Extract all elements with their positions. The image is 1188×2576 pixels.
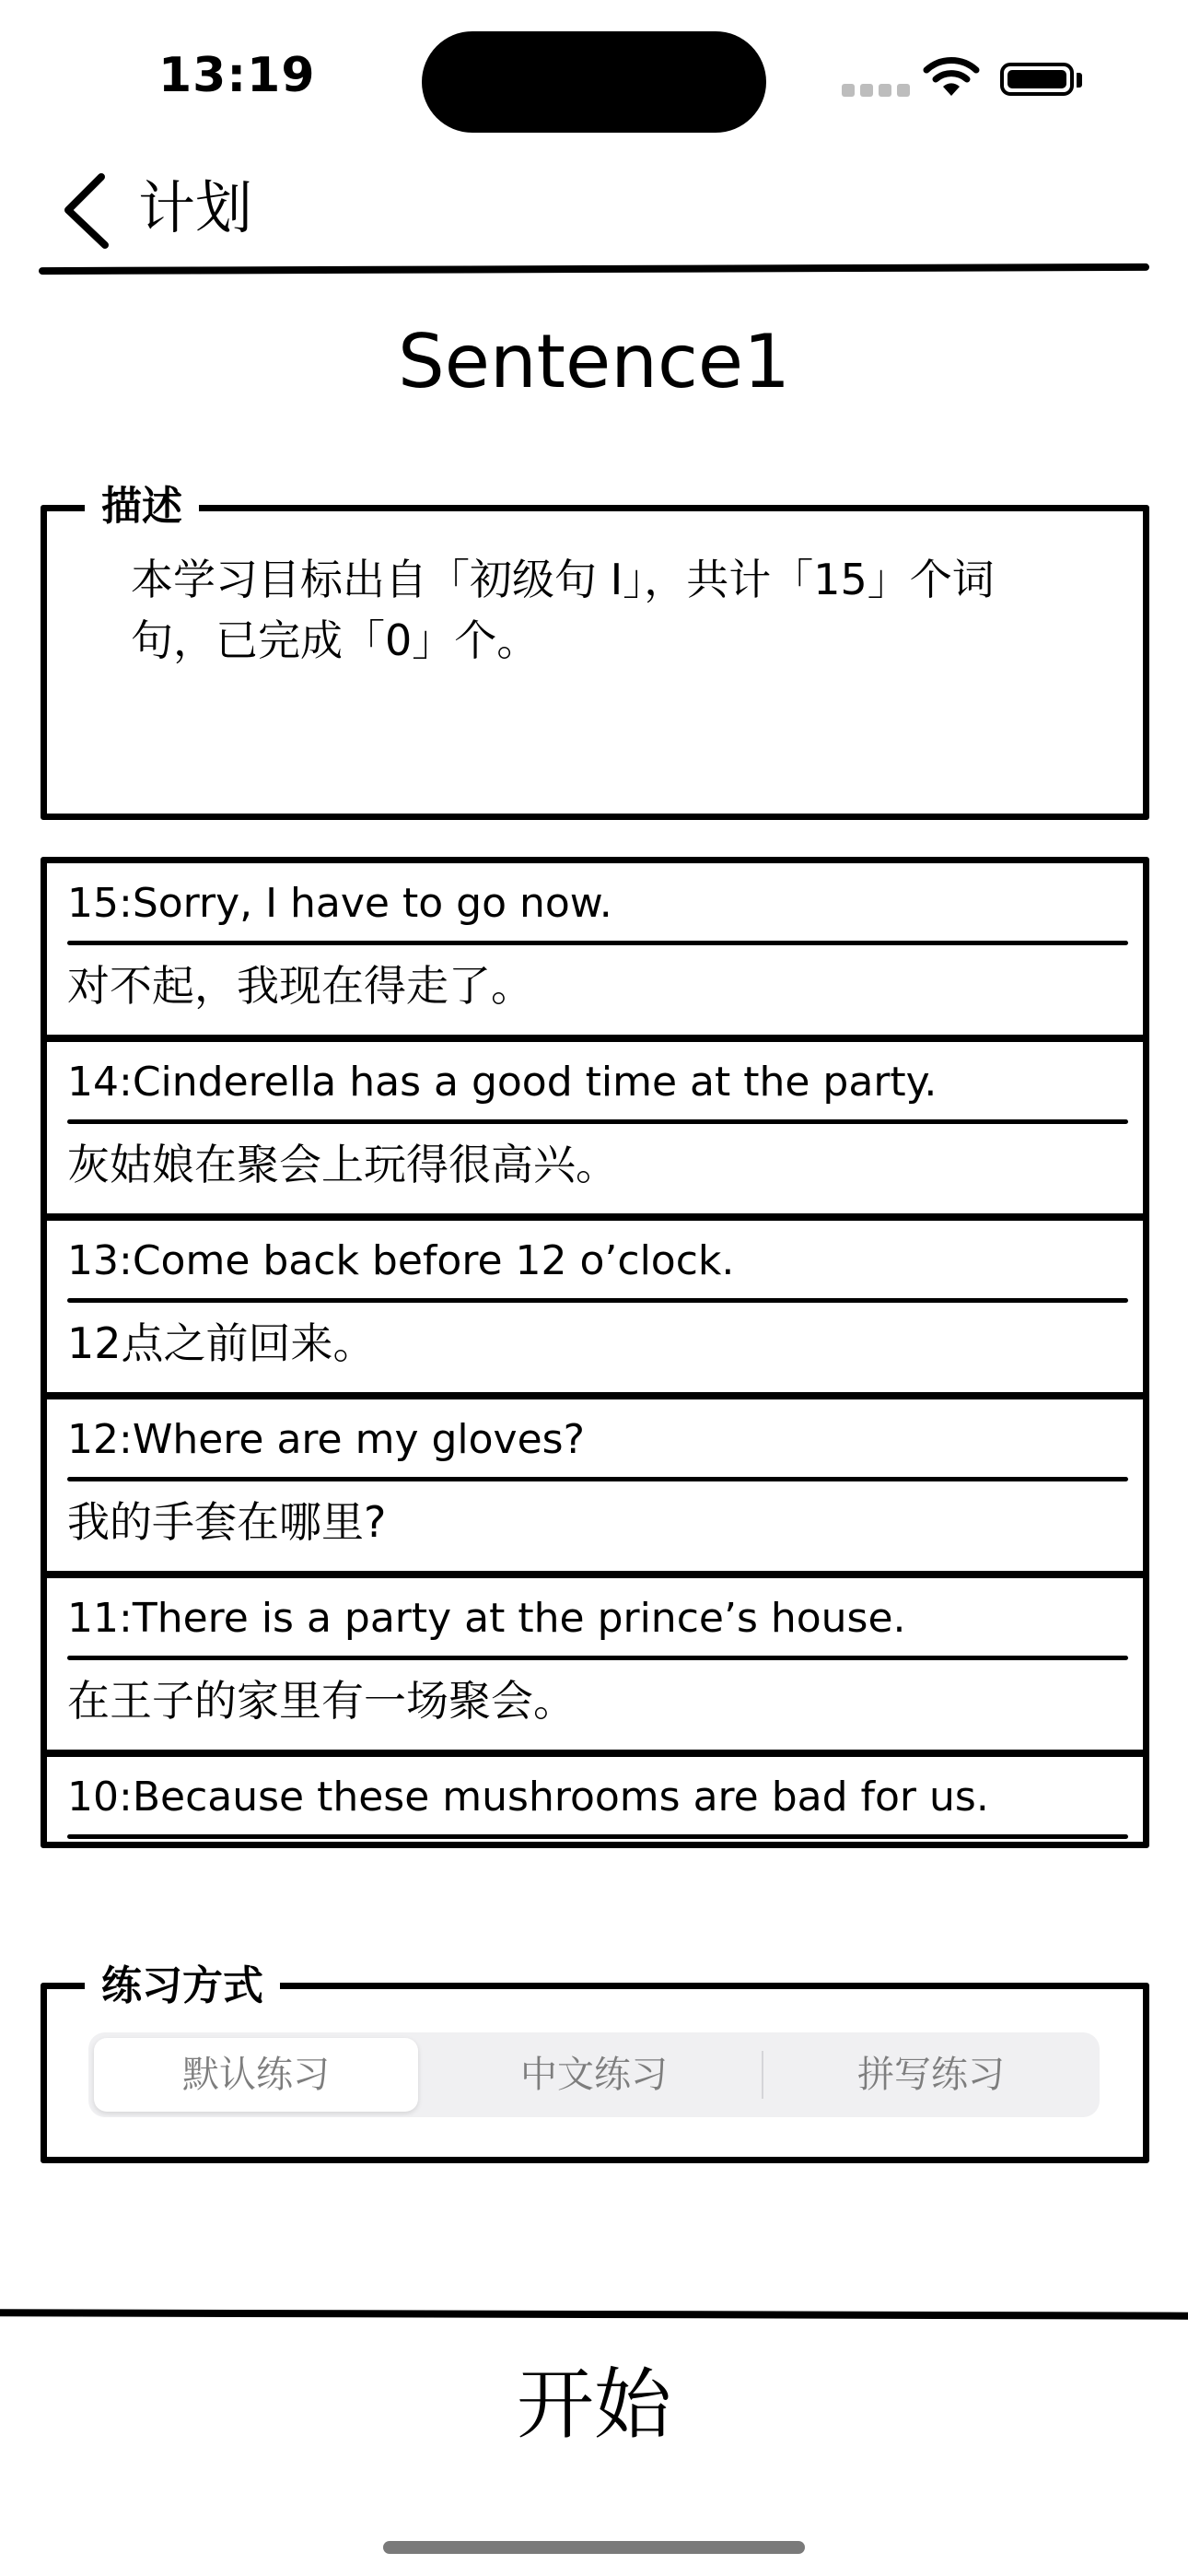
home-indicator <box>383 2541 805 2554</box>
segment-chinese-practice[interactable]: 中文练习 <box>520 2054 668 2096</box>
list-item[interactable] <box>47 1578 1143 1757</box>
sentence-english: 11:There is a party at the prince’s house. <box>67 1595 906 1642</box>
list-item[interactable] <box>47 863 1143 1042</box>
sentence-underline <box>67 1656 1128 1660</box>
practice-mode-segmented-control[interactable] <box>88 2032 1100 2117</box>
list-item[interactable] <box>47 1757 1143 1848</box>
description-legend: 描述 <box>85 481 199 533</box>
practice-mode-legend: 练习方式 <box>85 1961 280 2012</box>
sentence-underline <box>67 1119 1128 1124</box>
wifi-icon <box>923 55 980 101</box>
cellular-signal-icon <box>842 83 915 100</box>
back-button-label[interactable]: 计划 <box>138 174 253 241</box>
segment-default-practice[interactable]: 默认练习 <box>94 2038 418 2112</box>
sentence-chinese: 在王子的家里有一场聚会。 <box>67 1676 576 1726</box>
battery-tip <box>1077 73 1082 88</box>
list-item[interactable] <box>47 1221 1143 1399</box>
nav-divider <box>39 263 1149 275</box>
sentence-chinese: 我的手套在哪里? <box>67 1497 387 1547</box>
sentence-underline <box>67 941 1128 945</box>
list-item[interactable] <box>47 1399 1143 1578</box>
battery-icon <box>1000 63 1074 96</box>
dynamic-island <box>422 31 766 133</box>
page-title: Sentence1 <box>397 319 791 404</box>
sentence-english: 15:Sorry, I have to go now. <box>67 880 612 927</box>
status-time: 13:19 <box>158 48 316 103</box>
sentence-chinese: 灰姑娘在聚会上玩得很高兴。 <box>67 1140 618 1189</box>
description-text: 本学习目标出自「初级句 I」，共计「15」个词句，已完成「0」个。 <box>131 555 995 665</box>
sentence-english: 13:Come back before 12 o’clock. <box>67 1237 735 1284</box>
chevron-left-icon[interactable] <box>59 171 112 252</box>
list-item[interactable] <box>47 1042 1143 1221</box>
sentence-english: 10:Because these mushrooms are bad for us. <box>67 1774 989 1821</box>
sentence-chinese: 12点之前回来。 <box>67 1318 376 1368</box>
start-button[interactable]: 开始 <box>516 2359 671 2450</box>
segment-spelling-practice[interactable]: 拼写练习 <box>857 2054 1005 2096</box>
segment-divider <box>762 2051 763 2099</box>
sentence-english: 14:Cinderella has a good time at the party. <box>67 1059 938 1106</box>
sentence-chinese: 对不起，我现在得走了。 <box>67 961 533 1011</box>
sentence-list[interactable] <box>41 857 1149 1848</box>
sentence-english: 12:Where are my gloves? <box>67 1416 585 1463</box>
sentence-underline <box>67 1834 1128 1839</box>
bottom-divider <box>0 2309 1188 2319</box>
sentence-underline <box>67 1477 1128 1481</box>
sentence-underline <box>67 1298 1128 1303</box>
